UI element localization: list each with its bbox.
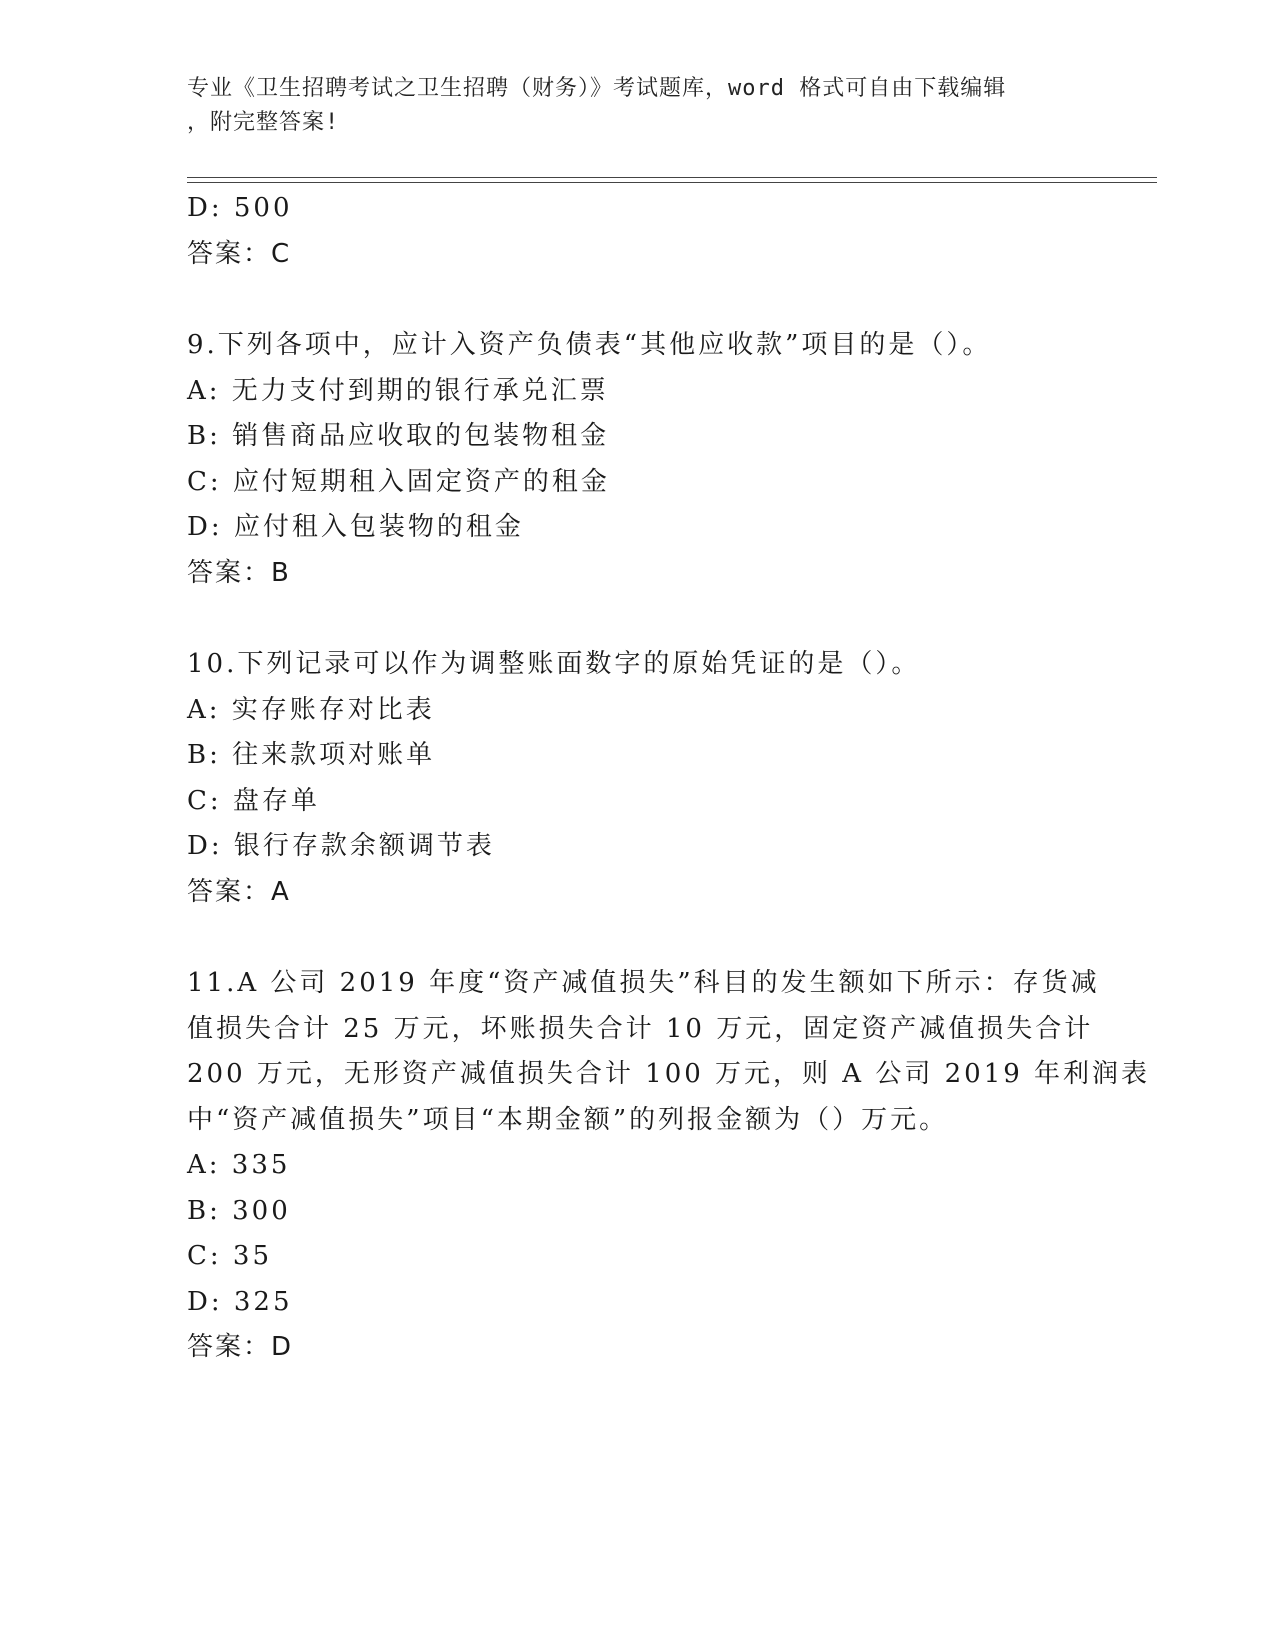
option-a: A: 无力支付到期的银行承兑汇票 <box>187 375 609 406</box>
option-c: C: 应付短期租入固定资产的租金 <box>187 466 610 497</box>
answer-line: 答案：D <box>187 1332 294 1362</box>
header-divider-top <box>187 177 1157 178</box>
question-stem: 10.下列记录可以作为调整账面数字的原始凭证的是（）。 <box>187 649 921 679</box>
option-b: B: 往来款项对账单 <box>187 740 436 770</box>
option-d: D: 325 <box>187 1286 293 1317</box>
option-b: B: 销售商品应收取的包装物租金 <box>187 421 610 451</box>
answer-line: 答案：C <box>187 238 292 269</box>
option-a: A: 实存账存对比表 <box>187 694 435 725</box>
question-stem-line: 中“资产减值损失”项目“本期金额”的列报金额为（）万元。 <box>187 1104 949 1135</box>
option-d: D: 银行存款余额调节表 <box>187 831 495 861</box>
option-c: C: 35 <box>187 1241 273 1271</box>
question-10 <box>187 642 1087 915</box>
question-11 <box>187 961 1151 1371</box>
document-header <box>187 72 1067 140</box>
document-body <box>187 186 1151 1371</box>
question-stem-line: 200 万元，无形资产减值损失合计 100 万元，则 A 公司 2019 年利润表 <box>187 1059 1151 1089</box>
option-a: A: 335 <box>187 1150 291 1180</box>
option-d: D: 应付租入包装物的租金 <box>187 512 524 542</box>
option-c: C: 盘存单 <box>187 785 320 816</box>
question-9 <box>187 323 1087 596</box>
option-b: B: 300 <box>187 1195 291 1226</box>
question-stem: 9.下列各项中，应计入资产负债表“其他应收款”项目的是（）。 <box>187 330 992 360</box>
question-stem-line: 11.A 公司 2019 年度“资产减值损失”科目的发生额如下所示：存货减 <box>187 968 1100 998</box>
answer-line: 答案：A <box>187 876 291 907</box>
answer-line: 答案：B <box>187 557 291 588</box>
question-stem-line: 值损失合计 25 万元，坏账损失合计 10 万元，固定资产减值损失合计 <box>187 1013 1094 1044</box>
header-line-2: ，附完整答案! <box>187 110 340 135</box>
header-line-1: 专业《卫生招聘考试之卫生招聘（财务）》考试题库，word 格式可自由下载编辑 <box>187 76 1007 101</box>
previous-question-tail <box>187 186 1087 277</box>
option-d: D: 500 <box>187 193 293 223</box>
header-divider-bottom <box>187 182 1157 183</box>
